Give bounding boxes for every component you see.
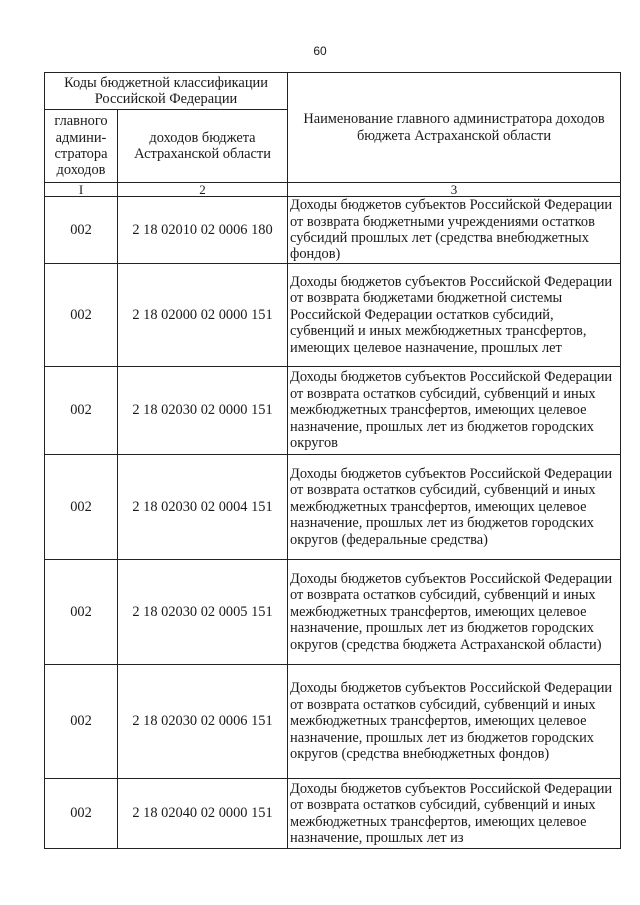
income-name-cell: Доходы бюджетов субъектов Российской Федерации от возврата остатков субсидий, субвенций и иных межбюджетных трансфертов, имеющих целевое назначение, прошлых лет из — [288, 779, 621, 849]
income-code-cell: 2 18 02010 02 0006 180 — [118, 197, 288, 264]
column-number-3: 3 — [288, 183, 621, 197]
table-row — [45, 779, 621, 849]
admin-code-cell: 002 — [45, 665, 118, 779]
income-name-cell: Доходы бюджетов субъектов Российской Федерации от возврата бюджетными учреждениями остатков субсидий прошлых лет (средства внебюджетных фондов) — [288, 197, 621, 264]
page-number: 60 — [313, 44, 327, 58]
admin-code-cell: 002 — [45, 197, 118, 264]
table-row — [45, 665, 621, 779]
admin-code-cell: 002 — [45, 560, 118, 665]
income-code-cell: 2 18 02030 02 0005 151 — [118, 560, 288, 665]
header-income-code: доходов бюджета Астраханской области — [118, 110, 288, 183]
header-row-group — [45, 73, 621, 110]
income-name-cell: Доходы бюджетов субъектов Российской Федерации от возврата бюджетами бюджетной системы Российской Федерации остатков субсидий, субвенций и иных межбюджетных трансфертов, имеющих целевое назначение, прошлых лет — [288, 264, 621, 367]
income-code-cell: 2 18 02030 02 0006 151 — [118, 665, 288, 779]
income-code-cell: 2 18 02030 02 0000 151 — [118, 367, 288, 455]
admin-code-cell: 002 — [45, 455, 118, 560]
income-name-cell: Доходы бюджетов субъектов Российской Федерации от возврата остатков субсидий, субвенций и иных межбюджетных трансфертов, имеющих целевое назначение, прошлых лет из бюджетов городских округов — [288, 367, 621, 455]
income-name-cell: Доходы бюджетов субъектов Российской Федерации от возврата остатков субсидий, субвенций и иных межбюджетных трансфертов, имеющих целевое назначение, прошлых лет из бюджетов городских округов (средства внебюджетных фондов) — [288, 665, 621, 779]
income-code-cell: 2 18 02040 02 0000 151 — [118, 779, 288, 849]
column-number-1: I — [45, 183, 118, 197]
header-admin-code: главного админи-стратора доходов — [45, 110, 118, 183]
table-row — [45, 560, 621, 665]
table-row — [45, 264, 621, 367]
income-name-cell: Доходы бюджетов субъектов Российской Федерации от возврата остатков субсидий, субвенций и иных межбюджетных трансфертов, имеющих целевое назначение, прошлых лет из бюджетов городских округов (федеральные средства) — [288, 455, 621, 560]
budget-classification-table — [44, 72, 621, 849]
table-row — [45, 197, 621, 264]
header-admin-name: Наименование главного администратора доходов бюджета Астраханской области — [288, 73, 621, 183]
admin-code-cell: 002 — [45, 264, 118, 367]
admin-code-cell: 002 — [45, 367, 118, 455]
income-name-cell: Доходы бюджетов субъектов Российской Федерации от возврата остатков субсидий, субвенций и иных межбюджетных трансфертов, имеющих целевое назначение, прошлых лет из бюджетов городских округов (средства бюджета Астраханской области) — [288, 560, 621, 665]
income-code-cell: 2 18 02030 02 0004 151 — [118, 455, 288, 560]
table-row — [45, 455, 621, 560]
income-code-cell: 2 18 02000 02 0000 151 — [118, 264, 288, 367]
header-group-title: Коды бюджетной классификации Российской Федерации — [45, 73, 288, 110]
column-number-2: 2 — [118, 183, 288, 197]
admin-code-cell: 002 — [45, 779, 118, 849]
header-row-numbers — [45, 183, 621, 197]
table-row — [45, 367, 621, 455]
